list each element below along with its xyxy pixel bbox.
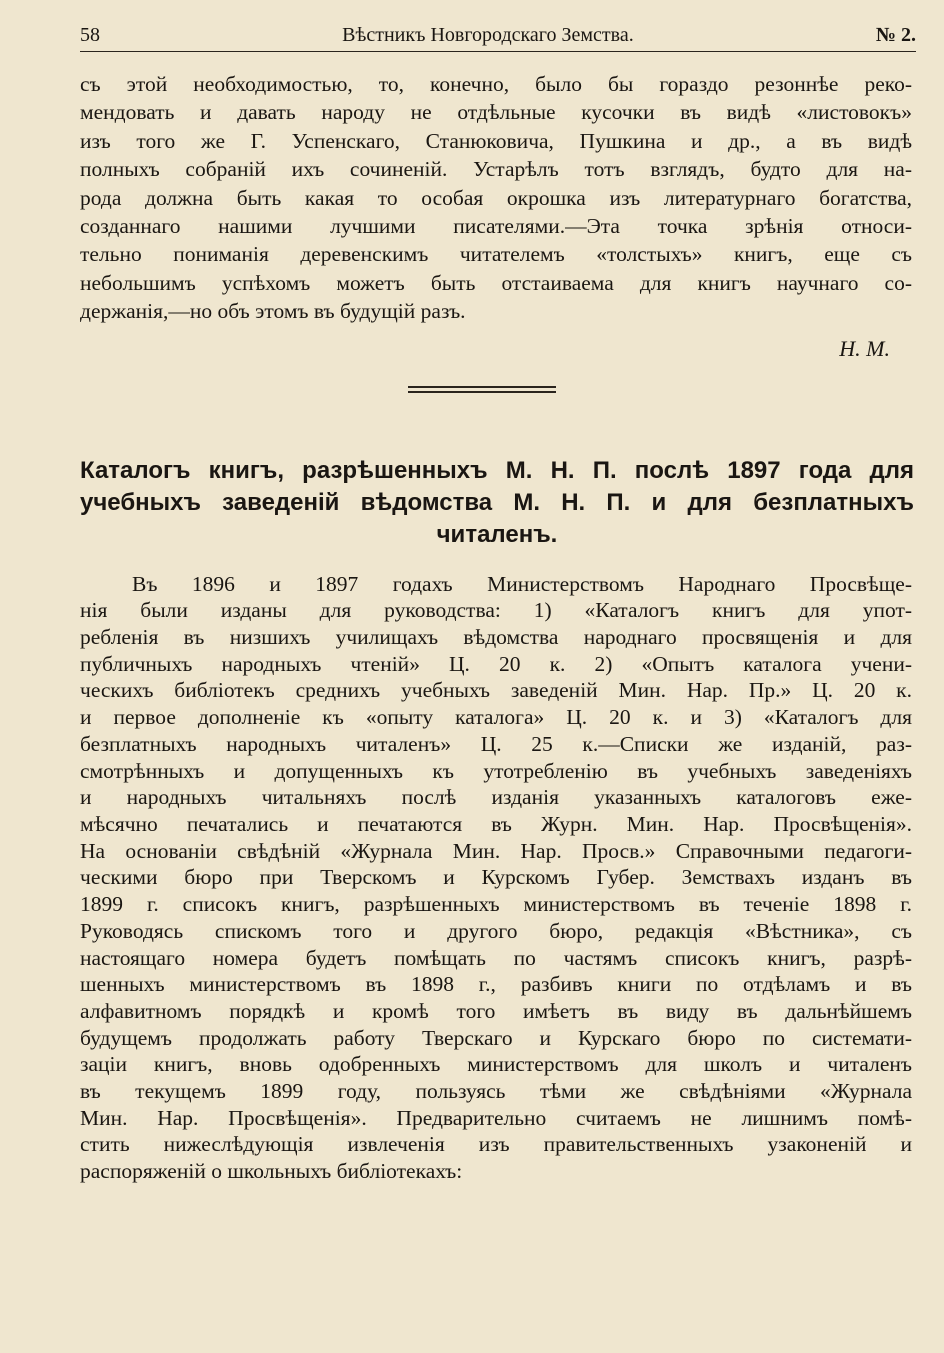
page-number: 58 [80,24,100,46]
text-line: настоящаго номера будетъ помѣщать по частямъ списокъ книгъ, разрѣ- [80,945,912,970]
text-line: и первое дополненіе къ «опыту каталога» Ц. 20 к. и 3) «Каталогъ для [80,705,912,730]
text-line: публичныхъ народныхъ чтеній» Ц. 20 к. 2) «Опытъ каталога учени- [80,651,912,676]
text-line: съ этой необходимостью, то, конечно, было бы гораздо резоннѣе реко- [80,72,912,96]
text-line: Мин. Нар. Просвѣщенія». Предварительно считаемъ не лишнимъ помѣ- [80,1105,912,1130]
text-line: рода должна быть какая то особая окрошка изъ литературнаго богатства, [80,185,912,210]
title-line: читаленъ. [436,520,558,548]
text-line: смотрѣнныхъ и допущенныхъ къ утотребленію въ учебныхъ заведеніяхъ [80,758,912,783]
text-line: нія были изданы для руководства: 1) «Каталогъ книгъ для упот- [80,598,912,623]
text-line: мѣсячно печатались и печатаются въ Журн. Мин. Нар. Просвѣщенія». [80,811,912,836]
article2-text [80,571,912,1185]
article2-title [80,455,914,551]
text-line: въ текущемъ 1899 году, пользуясь тѣми же свѣдѣніями «Журнала [80,1079,912,1104]
text-line: полныхъ собраній ихъ сочиненій. Устарѣлъ тотъ взглядъ, будто для на- [80,157,912,182]
text-line: ческихъ библіотекъ среднихъ учебныхъ заведеній Мин. Нар. Пр.» Ц. 20 к. [80,678,912,703]
text-line: изъ того же Г. Успенскаго, Станюковича, Пушкина и др., а въ видѣ [80,128,912,153]
text-line: стить нижеслѣдующія извлеченія изъ правительственныхъ узаконеній и [80,1132,912,1157]
text-line: распоряженій о школьныхъ библіотекахъ: [80,1159,463,1184]
page-header [80,24,916,52]
title-line: Каталогъ книгъ, разрѣшенныхъ М. Н. П. послѣ 1897 года для [80,456,914,484]
article1-text [80,70,912,326]
text-line: небольшимъ успѣхомъ можетъ быть отстаиваема для книгъ научнаго со- [80,270,912,295]
section-divider [408,386,556,393]
text-line: 1899 г. списокъ книгъ, разрѣшенныхъ министерствомъ въ теченіе 1898 г. [80,892,912,917]
text-line: тельно пониманія деревенскимъ читателемъ «толстыхъ» книгъ, еще съ [80,242,912,267]
journal-title: Вѣстникъ Новгородскаго Земства. [342,24,634,46]
text-line: созданнаго нашими лучшими писателями.—Эта точка зрѣнія относи- [80,214,912,239]
text-line: ческими бюро при Тверскомъ и Курскомъ Губер. Земствахъ изданъ въ [80,865,912,890]
signature: Н. М. [839,335,890,361]
text-line: Руководясь спискомъ того и другого бюро, редакція «Вѣстника», съ [80,918,912,943]
text-line: держанія,—но объ этомъ въ будущій разъ. [80,299,466,324]
text-line: На основаніи свѣдѣній «Журнала Мин. Нар. Просв.» Справочными педагоги- [80,838,912,863]
text-line: ребленія въ низшихъ училищахъ вѣдомства народнаго просвященія и для [80,625,912,650]
text-line: заціи книгъ, вновь одобренныхъ министерствомъ для школъ и читаленъ [80,1052,912,1077]
text-line: алфавитномъ порядкѣ и кромѣ того имѣетъ въ виду въ дальнѣйшемъ [80,998,912,1023]
text-line: будущемъ продолжать работу Тверскаго и Курскаго бюро по системати- [80,1025,912,1050]
text-line: Въ 1896 и 1897 годахъ Министерствомъ Народнаго Просвѣще- [132,571,912,596]
title-line: учебныхъ заведеній вѣдомства М. Н. П. и для безплатныхъ [80,488,914,516]
issue-number: № 2. [875,24,916,46]
text-line: мендовать и давать народу не отдѣльные кусочки въ видѣ «листовокъ» [80,100,912,125]
text-line: безплатныхъ народныхъ читаленъ» Ц. 25 к.—Списки же изданій, раз- [80,731,912,756]
text-line: и народныхъ читальняхъ послѣ изданія указанныхъ каталоговъ еже- [80,785,912,810]
text-line: шенныхъ министерствомъ въ 1898 г., разбивъ книги по отдѣламъ и въ [80,972,912,997]
